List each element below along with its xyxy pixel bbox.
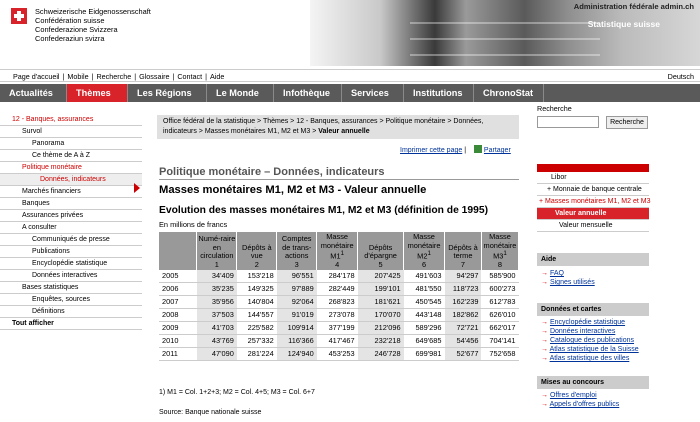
table-row: [159, 309, 519, 322]
table-header-row: [159, 232, 519, 270]
right-subnav: [537, 164, 649, 232]
row-year: 2005: [159, 270, 197, 283]
faq-link[interactable]: → FAQ: [541, 270, 564, 277]
table-row: [159, 322, 519, 335]
cell-col-6: 649'685: [404, 335, 445, 348]
cell-col-4: 273'078: [317, 309, 358, 322]
table-row: [159, 335, 519, 348]
cell-col-1: 37'503: [197, 309, 237, 322]
cell-col-3: 96'551: [277, 270, 317, 283]
cell-col-6: 481'550: [404, 283, 445, 296]
cell-col-4: 417'467: [317, 335, 358, 348]
cell-col-5: 232'218: [358, 335, 404, 348]
cell-col-7: 52'677: [445, 348, 482, 361]
cell-col-5: 246'728: [358, 348, 404, 361]
page-title: Masses monétaires M1, M2 et M3 - Valeur annuelle: [159, 184, 427, 196]
menu-enquetes-sources[interactable]: Enquêtes, sources: [0, 294, 142, 306]
menu-publications[interactable]: Publications: [0, 246, 142, 258]
table-unit: En millions de francs: [159, 220, 228, 229]
subnav-masses[interactable]: + Masses monétaires M1, M2 et M3: [537, 196, 649, 208]
source-note: Source: Banque nationale suisse: [159, 409, 262, 416]
cell-col-2: 149'325: [237, 283, 277, 296]
encyclopedie-link[interactable]: → Encyclopédie statistique: [541, 319, 626, 326]
nav-tab-services[interactable]: Services: [342, 84, 404, 102]
cell-col-6: 450'545: [404, 296, 445, 309]
left-menu: [0, 114, 142, 330]
cell-col-4: 377'199: [317, 322, 358, 335]
menu-definitions[interactable]: Définitions: [0, 306, 142, 318]
menu-survol[interactable]: Survol: [0, 126, 142, 138]
catalogue-link[interactable]: → Catalogue des publications: [541, 337, 635, 344]
cell-col-1: 47'090: [197, 348, 237, 361]
menu-bases-statistiques[interactable]: Bases statistiques: [0, 282, 142, 294]
conf-fr: Confédération suisse: [35, 16, 105, 25]
conf-it: Confederazione Svizzera: [35, 25, 118, 34]
cell-col-3: 109'914: [277, 322, 317, 335]
cell-col-8: 704'141: [481, 335, 518, 348]
cell-col-1: 43'769: [197, 335, 237, 348]
header-col-7: Dépôts à terme 7: [445, 232, 482, 270]
cell-col-2: 225'582: [237, 322, 277, 335]
row-year: 2008: [159, 309, 197, 322]
cell-col-8: 612'783: [481, 296, 518, 309]
cell-col-5: 199'101: [358, 283, 404, 296]
cell-col-7: 162'239: [445, 296, 482, 309]
menu-theme-a-z[interactable]: Ce thème de A à Z: [0, 150, 142, 162]
atlas-villes-link[interactable]: → Atlas statistique des villes: [541, 355, 630, 362]
header-col-5: Dépôts d'épargne 5: [358, 232, 404, 270]
nav-tab-chronostat[interactable]: ChronoStat: [474, 84, 544, 102]
cell-col-7: 54'456: [445, 335, 482, 348]
nav-tab-regions[interactable]: Les Régions: [128, 84, 207, 102]
row-year: 2006: [159, 283, 197, 296]
cell-col-4: 268'823: [317, 296, 358, 309]
donnees-box: [537, 303, 649, 363]
cell-col-7: 94'297: [445, 270, 482, 283]
cell-col-3: 97'889: [277, 283, 317, 296]
signes-link[interactable]: → Signes utilisés: [541, 279, 595, 286]
cell-col-2: 153'218: [237, 270, 277, 283]
subnav-monnaie[interactable]: + Monnaie de banque centrale: [537, 184, 649, 196]
bullet-icon: +: [547, 186, 554, 193]
cell-col-1: 41'703: [197, 322, 237, 335]
search-button[interactable]: Recherche: [606, 116, 648, 129]
cell-col-8: 585'900: [481, 270, 518, 283]
cell-col-1: 34'409: [197, 270, 237, 283]
admin-link[interactable]: Administration fédérale admin.ch: [573, 2, 694, 11]
header-col-2: Dépôts à vue 2: [237, 232, 277, 270]
atlas-suisse-link[interactable]: → Atlas statistique de la Suisse: [541, 346, 639, 353]
cell-col-3: 91'019: [277, 309, 317, 322]
aide-title: Aide: [537, 253, 649, 266]
header: [0, 0, 700, 66]
menu-panorama[interactable]: Panorama: [0, 138, 142, 150]
cell-col-6: 699'981: [404, 348, 445, 361]
row-year: 2009: [159, 322, 197, 335]
conf-de: Schweizerische Eidgenossenschaft: [35, 7, 151, 16]
offres-emploi-link[interactable]: → Offres d'emploi: [541, 392, 597, 399]
divider: [159, 179, 519, 180]
section-title: Politique monétaire – Données, indicateurs: [159, 166, 385, 178]
search-label: Recherche: [537, 104, 572, 113]
cell-col-7: 118'723: [445, 283, 482, 296]
cell-col-1: 35'956: [197, 296, 237, 309]
menu-marches-financiers[interactable]: Marchés financiers: [0, 186, 142, 198]
header-col-3: Comptes de trans-actions 3: [277, 232, 317, 270]
language-deutsch-link[interactable]: Deutsch: [667, 72, 694, 81]
menu-a-consulter[interactable]: A consulter: [0, 222, 142, 234]
menu-donnees-indicateurs[interactable]: Données, indicateurs: [0, 174, 142, 186]
cell-col-1: 35'235: [197, 283, 237, 296]
menu-encyclopedie[interactable]: Encyclopédie statistique: [0, 258, 142, 270]
concours-title: Mises au concours: [537, 376, 649, 389]
row-year: 2010: [159, 335, 197, 348]
header-col-1: Numé-raire en circulation 1: [197, 232, 237, 270]
concours-box: [537, 376, 649, 409]
cell-col-8: 626'010: [481, 309, 518, 322]
print-link[interactable]: Imprimer cette page: [400, 147, 463, 154]
cell-col-4: 282'449: [317, 283, 358, 296]
bullet-icon: +: [539, 198, 546, 205]
menu-banques[interactable]: Banques: [0, 198, 142, 210]
cell-col-5: 207'425: [358, 270, 404, 283]
home-link[interactable]: Page d'accueil: [13, 72, 60, 81]
menu-tout-afficher[interactable]: Tout afficher: [0, 318, 142, 330]
money-supply-table: [159, 232, 519, 361]
header-year: [159, 232, 197, 270]
donnees-title: Données et cartes: [537, 303, 649, 316]
subnav-top-bar: [537, 164, 649, 172]
nav-tab-infotheque[interactable]: Infothèque: [274, 84, 342, 102]
current-item-arrow-icon: [134, 183, 140, 193]
shelf-line: [410, 38, 600, 40]
cell-col-3: 116'366: [277, 335, 317, 348]
cell-col-8: 600'273: [481, 283, 518, 296]
cell-col-7: 72'721: [445, 322, 482, 335]
menu-communiques[interactable]: Communiqués de presse: [0, 234, 142, 246]
nav-tab-themes[interactable]: Thèmes: [67, 84, 128, 102]
swiss-flag-icon: [11, 8, 27, 24]
cell-col-5: 181'621: [358, 296, 404, 309]
search-input[interactable]: [537, 116, 599, 128]
nav-tab-actualites[interactable]: Actualités: [0, 84, 67, 102]
donnees-interactives-link[interactable]: → Données interactives: [541, 328, 616, 335]
nav-tab-monde[interactable]: Le Monde: [207, 84, 274, 102]
menu-assurances-privees[interactable]: Assurances privées: [0, 210, 142, 222]
breadcrumb-path[interactable]: Office fédéral de la statistique > Thèmes > 12 - Banques, assurances > Politique monétaire > Données, indicateurs > Masses monétaires M1, M2 et M3 >: [163, 118, 484, 135]
table-row: [159, 270, 519, 283]
cell-col-8: 752'658: [481, 348, 518, 361]
aide-box: [537, 253, 649, 287]
contact-link[interactable]: Contact: [177, 72, 203, 81]
share-icon[interactable]: [474, 145, 482, 153]
main-nav: [0, 84, 700, 102]
cell-col-2: 281'224: [237, 348, 277, 361]
cell-col-3: 124'940: [277, 348, 317, 361]
cell-col-4: 284'178: [317, 270, 358, 283]
menu-politique-monetaire[interactable]: Politique monétaire: [0, 162, 142, 174]
cell-col-8: 662'017: [481, 322, 518, 335]
cell-col-6: 589'296: [404, 322, 445, 335]
search-link[interactable]: Recherche: [96, 72, 132, 81]
cell-col-2: 140'804: [237, 296, 277, 309]
cell-col-2: 257'332: [237, 335, 277, 348]
shelf-line: [410, 54, 600, 56]
site-title: Statistique suisse: [587, 19, 660, 29]
page-toolbar: Imprimer cette page | Partager: [400, 147, 511, 154]
table-row: [159, 348, 519, 361]
breadcrumb-current: Valeur annuelle: [318, 128, 370, 135]
table-row: [159, 296, 519, 309]
table-title: Evolution des masses monétaires M1, M2 et M3 (définition de 1995): [159, 205, 489, 216]
shelf-line: [410, 22, 600, 24]
mobile-link[interactable]: Mobile: [67, 72, 89, 81]
top-links-bar: Page d'accueil | Mobile | Recherche | Glossaire | Contact | Aide Deutsch: [0, 69, 700, 82]
menu-donnees-interactives[interactable]: Données interactives: [0, 270, 142, 282]
help-link[interactable]: Aide: [210, 72, 225, 81]
header-col-6: Masse monétaire $M2^1$ 6: [404, 232, 445, 270]
conf-rm: Confederaziun svizra: [35, 34, 105, 43]
header-col-8: Masse monétaire $M3^1$ 8: [481, 232, 518, 270]
confederation-names: [35, 7, 151, 43]
nav-tab-institutions[interactable]: Institutions: [404, 84, 474, 102]
cell-col-2: 144'557: [237, 309, 277, 322]
footnote: 1) M1 = Col. 1+2+3; M2 = Col. 4+5; M3 = Col. 6+7: [159, 389, 315, 396]
row-year: 2011: [159, 348, 197, 361]
subnav-valeur-mensuelle[interactable]: Valeur mensuelle: [537, 220, 649, 232]
share-link[interactable]: Partager: [483, 147, 511, 154]
cell-col-5: 170'070: [358, 309, 404, 322]
menu-banques-assurances[interactable]: 12 - Banques, assurances: [0, 114, 142, 126]
breadcrumb: [157, 115, 519, 139]
glossary-link[interactable]: Glossaire: [139, 72, 170, 81]
row-year: 2007: [159, 296, 197, 309]
cell-col-4: 453'253: [317, 348, 358, 361]
appels-offres-link[interactable]: → Appels d'offres publics: [541, 401, 620, 408]
cell-col-6: 491'603: [404, 270, 445, 283]
cell-col-6: 443'148: [404, 309, 445, 322]
header-col-4: Masse monétaire $M1^1$ 4: [317, 232, 358, 270]
cell-col-3: 92'064: [277, 296, 317, 309]
cell-col-7: 182'862: [445, 309, 482, 322]
subnav-valeur-annuelle[interactable]: Valeur annuelle: [537, 208, 649, 220]
table-row: [159, 283, 519, 296]
cell-col-5: 212'096: [358, 322, 404, 335]
subnav-libor[interactable]: Libor: [537, 172, 649, 184]
